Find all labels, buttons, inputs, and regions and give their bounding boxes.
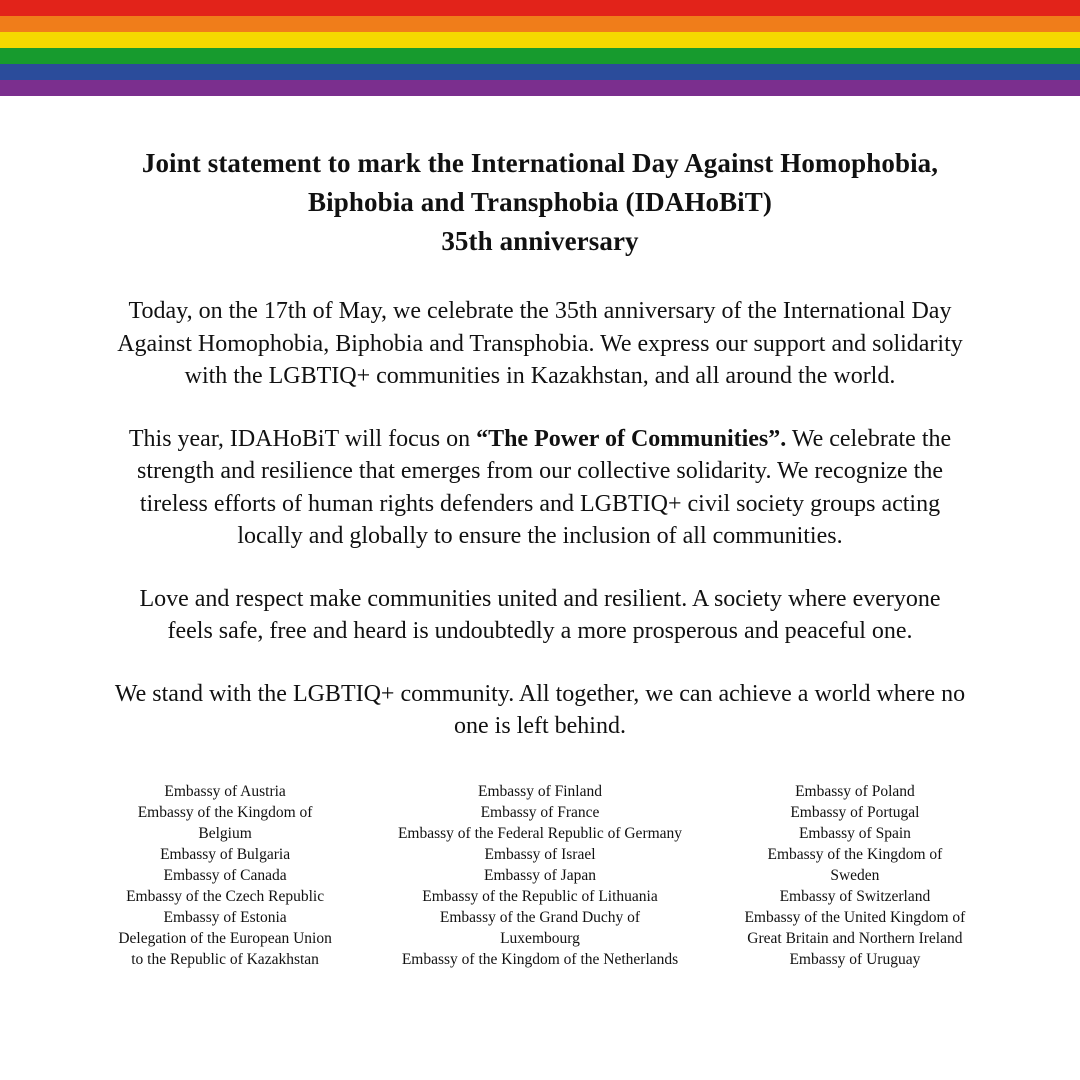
- signatory-line: Embassy of Poland: [795, 782, 915, 800]
- paragraph-2-part-2: We celebrate the strength and resilience that emerges from our collective solidarity. We recognize the tireless efforts of human rights defenders and LGBTIQ+ civil society groups acting locally and globally to ensure the inclusion of all communities.: [137, 425, 952, 549]
- paragraph-4: We stand with the LGBTIQ+ community. All together, we can achieve a world where no one is left behind.: [114, 680, 966, 739]
- signatory-line: Sweden: [830, 866, 880, 884]
- signatory-line: Embassy of Bulgaria: [160, 845, 291, 863]
- paragraph-2: [60, 423, 1020, 553]
- flag-stripe-blue: [0, 64, 1080, 80]
- signatory-line: Embassy of Estonia: [163, 908, 287, 926]
- signatory-line: Embassy of the Grand Duchy of: [439, 908, 641, 926]
- signatory-line: Embassy of the Czech Republic: [126, 887, 325, 905]
- flag-stripe-orange: [0, 16, 1080, 32]
- signatory-line: Embassy of Spain: [798, 824, 911, 842]
- signatory-line: Embassy of Uruguay: [789, 950, 921, 968]
- signatory-line: Embassy of Canada: [163, 866, 287, 884]
- flag-stripe-red: [0, 0, 1080, 16]
- signatory-line: Embassy of Israel: [484, 845, 596, 863]
- flag-stripe-green: [0, 48, 1080, 64]
- signatory-line: Embassy of the Kingdom of: [137, 803, 313, 821]
- signatory-line: Embassy of the Federal Republic of Germany: [397, 824, 683, 842]
- paragraph-2-part-1: This year, IDAHoBiT will focus on: [128, 425, 477, 452]
- flag-stripe-purple: [0, 80, 1080, 96]
- flag-stripe-yellow: [0, 32, 1080, 48]
- signatory-line: to the Republic of Kazakhstan: [131, 950, 319, 968]
- signatory-line: Embassy of the United Kingdom of: [744, 908, 966, 926]
- signatory-line: Embassy of the Kingdom of the Netherlands: [401, 950, 679, 968]
- paragraph-2-emphasis: “The Power of Communities”.: [476, 425, 787, 452]
- signatory-line: Embassy of Switzerland: [779, 887, 931, 905]
- page-title-line-1: Joint statement to mark the International Day Against Homophobia,: [141, 148, 939, 178]
- signatory-line: Great Britain and Northern Ireland: [747, 929, 963, 947]
- signatories-column-1: [70, 781, 380, 970]
- signatory-line: Embassy of the Republic of Lithuania: [422, 887, 658, 905]
- signatories-column-3: [700, 781, 1010, 970]
- signatory-line: Embassy of Finland: [478, 782, 602, 800]
- paragraph-3: Love and respect make communities united and resilient. A society where everyone feels safe, free and heard is undoubtedly a more prosperous and peaceful one.: [139, 585, 941, 644]
- signatories-list: [60, 781, 1020, 970]
- document-content: [0, 144, 1080, 970]
- page-title-line-2: Biphobia and Transphobia (IDAHoBiT): [308, 187, 772, 217]
- signatory-line: Belgium: [198, 824, 252, 842]
- paragraph-1: Today, on the 17th of May, we celebrate the 35th anniversary of the International Day Against Homophobia, Biphobia and Transphobia. We express our support and solidarity with the LGBTIQ+ communities in Kazakhstan, and all around the world.: [117, 298, 963, 389]
- signatory-line: Embassy of the Kingdom of: [767, 845, 943, 863]
- signatory-line: Delegation of the European Union: [118, 929, 332, 947]
- signatory-line: Embassy of Japan: [484, 866, 596, 884]
- signatory-line: Luxembourg: [500, 929, 580, 947]
- rainbow-pride-flag: [0, 0, 1080, 96]
- signatory-line: Embassy of France: [480, 803, 600, 821]
- signatory-line: Embassy of Portugal: [790, 803, 920, 821]
- signatories-column-2: [385, 781, 695, 970]
- page-title-line-3: 35th anniversary: [441, 226, 639, 256]
- statement-body: [60, 295, 1020, 743]
- signatory-line: Embassy of Austria: [164, 782, 286, 800]
- page-title: [60, 144, 1020, 261]
